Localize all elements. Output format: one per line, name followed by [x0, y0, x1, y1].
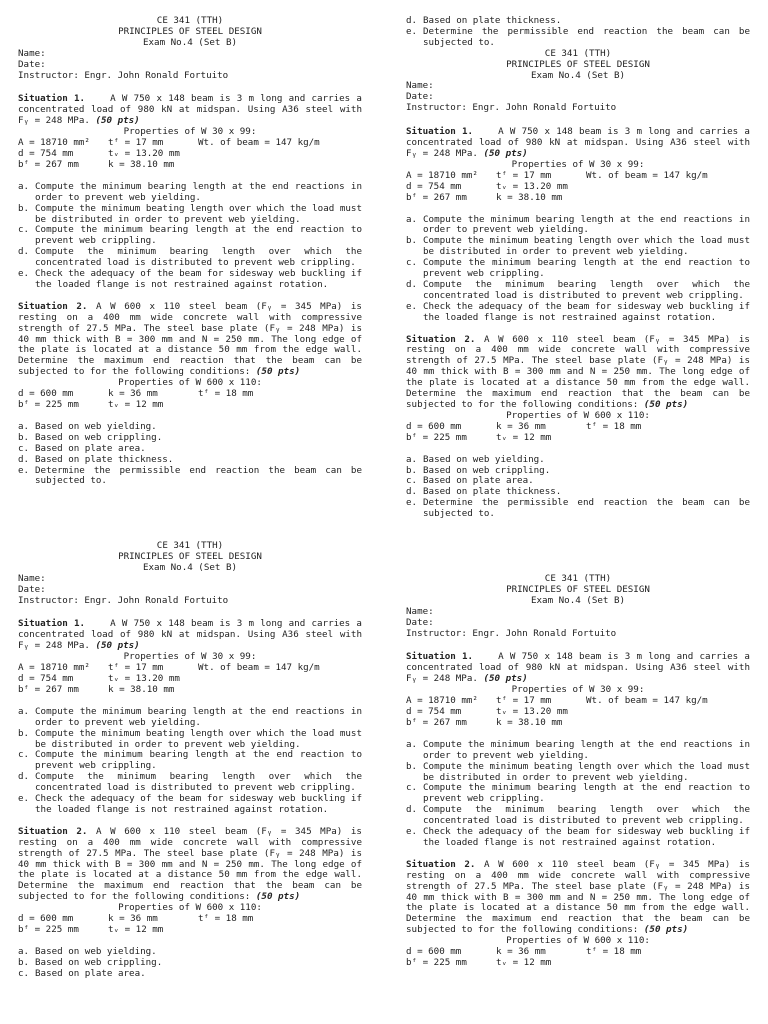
situation-1-statement [406, 127, 750, 160]
exam-header [406, 574, 750, 607]
course-code: CE 341 (TTH) [544, 47, 612, 59]
question-item: a. Compute the minimum bearing length at the end reactions in order to prevent web yielding. [18, 180, 362, 203]
situation-1-statement [406, 652, 750, 685]
situation-2-statement [406, 860, 750, 936]
question-item: b. Based on web crippling. [18, 956, 163, 968]
situation-1-text: A W 750 x 148 beam is 3 m long and carries a concentrated load of 980 kN at midspan. Using A36 steel with Fᵧ = 248 MPa. [406, 651, 750, 685]
question-item: c. Compute the minimum bearing length at the end reaction to prevent web crippling. [18, 749, 362, 772]
property-row: bᶠ = 225 mm tᵥ = 12 mm [18, 399, 164, 410]
situation-2-points: (50 pts) [643, 399, 689, 410]
instructor-field: Instructor: Engr. John Ronald Fortuito [406, 627, 617, 639]
situation-2-text: A W 600 x 110 steel beam (Fᵧ = 345 MPa) is resting on a 400 mm wide concrete wall with compressive strength of 27.5 MPa. The steel base plate (Fᵧ = 248 MPa) is 40 mm thick with B = 300 mm and N = 250 mm. The long edge of the plate is located at a distance 50 mm from the edge wall. Determine the maximum end reaction that the beam can be subjected to for the following conditions: [406, 858, 750, 936]
situation-2-label: Situation 2. [406, 333, 476, 345]
exam-header [18, 541, 362, 574]
situation-2-statement [18, 302, 362, 378]
property-row: bᶠ = 225 mm tᵥ = 12 mm [18, 924, 164, 935]
date-field: Date: [18, 58, 46, 70]
situation-1-questions [18, 182, 362, 291]
situation-2-points: (50 pts) [255, 891, 301, 903]
situation-1-questions [406, 740, 750, 849]
situation-2-text: A W 600 x 110 steel beam (Fᵧ = 345 MPa) is resting on a 400 mm wide concrete wall with compressive strength of 27.5 MPa. The steel base plate (Fᵧ = 248 MPa) is 40 mm thick with B = 300 mm and N = 250 mm. The long edge of the plate is located at a distance 50 mm from the edge wall. Determine the maximum end reaction that the beam can be subjected to for the following conditions: [18, 825, 362, 903]
situation-1-questions [18, 707, 362, 816]
property-row: d = 754 mm tᵥ = 13.20 mm [18, 147, 180, 159]
property-row: bᶠ = 267 mm k = 38.10 mm [18, 158, 175, 170]
situation-2-questions [18, 422, 362, 487]
situation-1-properties [406, 171, 750, 204]
course-title: PRINCIPLES OF STEEL DESIGN [506, 583, 650, 595]
situation-1-label: Situation 1. [406, 651, 474, 663]
exam-copy-bottom-left [18, 541, 362, 980]
situation-1-properties-title: Properties of W 30 x 99: [511, 684, 645, 696]
situation-2-statement [406, 335, 750, 411]
property-row: d = 754 mm tᵥ = 13.20 mm [406, 180, 568, 192]
question-item: d. Compute the minimum bearing length over which the concentrated load is distributed to prevent web crippling. [406, 804, 750, 827]
situation-1-points: (50 pts) [483, 147, 528, 159]
question-item: a. Based on web yielding. [18, 945, 157, 957]
question-item: b. Compute the minimum beating length over which the load must be distributed in order to prevent web yielding. [406, 235, 750, 258]
course-code: CE 341 (TTH) [544, 573, 612, 584]
question-item: c. Based on plate area. [406, 475, 534, 487]
property-row: A = 18710 mm² tᶠ = 17 mm Wt. of beam = 147 kg/m [406, 169, 708, 181]
situation-2-properties-title: Properties of W 600 x 110: [506, 409, 650, 421]
question-item: c. Compute the minimum bearing length at the end reaction to prevent web crippling. [406, 257, 750, 280]
situation-1-label: Situation 1. [18, 93, 86, 105]
question-item: d. Compute the minimum bearing length over which the concentrated load is distributed to prevent web crippling. [406, 278, 750, 301]
question-item: d. Compute the minimum bearing length over which the concentrated load is distributed to prevent web crippling. [18, 771, 362, 794]
situation-2-questions [18, 947, 362, 980]
situation-2-properties-title: Properties of W 600 x 110: [118, 902, 262, 914]
date-field: Date: [18, 583, 46, 595]
course-title: PRINCIPLES OF STEEL DESIGN [118, 25, 262, 37]
exam-number: Exam No.4 (Set B) [142, 561, 238, 573]
exam-number: Exam No.4 (Set B) [530, 69, 626, 81]
question-item: a. Based on web yielding. [18, 420, 157, 432]
situation-1-label: Situation 1. [406, 126, 474, 138]
question-item: d. Based on plate thickness. [406, 486, 562, 498]
name-field: Name: [18, 572, 46, 584]
situation-1-questions [406, 215, 750, 324]
property-row: d = 600 mm k = 36 mm tᶠ = 18 mm [18, 913, 254, 925]
instructor-field: Instructor: Engr. John Ronald Fortuito [18, 594, 229, 606]
property-row: d = 754 mm tᵥ = 13.20 mm [406, 705, 568, 717]
question-item: e. Determine the permissible end reaction the beam can be subjected to. [18, 464, 362, 487]
question-item: b. Compute the minimum beating length over which the load must be distributed in order to prevent web yielding. [18, 202, 362, 225]
property-row: d = 600 mm k = 36 mm tᶠ = 18 mm [406, 946, 642, 958]
situation-1-properties-title: Properties of W 30 x 99: [123, 651, 257, 663]
property-row: bᶠ = 267 mm k = 38.10 mm [406, 716, 563, 728]
name-field: Name: [18, 47, 46, 59]
situation-2-properties [18, 914, 362, 936]
exam-header [18, 16, 362, 49]
question-item: a. Based on web yielding. [406, 453, 545, 465]
date-field: Date: [406, 616, 434, 628]
situation-1-text: A W 750 x 148 beam is 3 m long and carries a concentrated load of 980 kN at midspan. Using A36 steel with Fᵧ = 248 MPa. [406, 126, 750, 159]
property-row: bᶠ = 225 mm tᵥ = 12 mm [406, 431, 552, 443]
property-row: d = 754 mm tᵥ = 13.20 mm [18, 672, 180, 684]
situation-2-properties [18, 389, 362, 411]
question-item: c. Compute the minimum bearing length at the end reaction to prevent web crippling. [406, 782, 750, 805]
situation-2-properties [406, 422, 750, 444]
question-item: e. Determine the permissible end reaction the beam can be subjected to. [406, 25, 750, 48]
question-item: a. Compute the minimum bearing length at the end reactions in order to prevent web yielding. [406, 213, 750, 236]
name-field: Name: [406, 80, 434, 92]
question-item: a. Compute the minimum bearing length at the end reactions in order to prevent web yielding. [18, 705, 362, 728]
property-row: A = 18710 mm² tᶠ = 17 mm Wt. of beam = 147 kg/m [406, 695, 708, 707]
question-item: e. Check the adequacy of the beam for sidesway web buckling if the loaded flange is not restrained against rotation. [18, 268, 362, 290]
situation-2-properties-title: Properties of W 600 x 110: [118, 377, 262, 389]
situation-1-statement [18, 94, 362, 127]
question-item: c. Based on plate area. [18, 967, 146, 979]
course-title: PRINCIPLES OF STEEL DESIGN [118, 550, 262, 562]
situation-1-text: A W 750 x 148 beam is 3 m long and carries a concentrated load of 980 kN at midspan. Using A36 steel with Fᵧ = 248 MPa. [18, 93, 362, 127]
situation-1-properties-title: Properties of W 30 x 99: [511, 158, 645, 170]
question-item: a. Compute the minimum bearing length at the end reactions in order to prevent web yielding. [406, 738, 750, 761]
exam-number: Exam No.4 (Set B) [530, 594, 626, 606]
property-row: A = 18710 mm² tᶠ = 17 mm Wt. of beam = 147 kg/m [18, 137, 320, 149]
situation-1-properties [18, 663, 362, 696]
situation-2-statement [18, 827, 362, 903]
situation-2-questions [406, 455, 750, 520]
situation-2-points: (50 pts) [255, 366, 301, 378]
situation-1-text: A W 750 x 148 beam is 3 m long and carries a concentrated load of 980 kN at midspan. Using A36 steel with Fᵧ = 248 MPa. [18, 618, 362, 652]
question-item: d. Based on plate thickness. [406, 15, 562, 26]
situation-2-properties [406, 947, 750, 969]
situation-2-text: A W 600 x 110 steel beam (Fᵧ = 345 MPa) is resting on a 400 mm wide concrete wall with compressive strength of 27.5 MPa. The steel base plate (Fᵧ = 248 MPa) is 40 mm thick with B = 300 mm and N = 250 mm. The long edge of the plate is located at a distance 50 mm from the edge wall. Determine the maximum end reaction that the beam can be subjected to for the following conditions: [406, 333, 750, 410]
situation-1-properties-title: Properties of W 30 x 99: [123, 126, 257, 138]
course-title: PRINCIPLES OF STEEL DESIGN [506, 58, 650, 70]
exam-copy-top-right [406, 16, 750, 520]
question-item: b. Based on web crippling. [406, 464, 551, 476]
question-item: b. Compute the minimum beating length over which the load must be distributed in order to prevent web yielding. [406, 760, 750, 783]
exam-number: Exam No.4 (Set B) [142, 36, 238, 48]
property-row: bᶠ = 267 mm k = 38.10 mm [18, 683, 175, 695]
situation-2-label: Situation 2. [18, 825, 88, 837]
situation-1-statement [18, 619, 362, 652]
course-code: CE 341 (TTH) [156, 15, 224, 26]
situation-1-points: (50 pts) [483, 673, 528, 685]
situation-1-points: (50 pts) [95, 115, 140, 127]
question-item: e. Check the adequacy of the beam for sidesway web buckling if the loaded flange is not restrained against rotation. [18, 793, 362, 815]
property-row: bᶠ = 267 mm k = 38.10 mm [406, 191, 563, 203]
name-field: Name: [406, 605, 434, 617]
situation-1-properties [18, 138, 362, 171]
situation-1-points: (50 pts) [95, 640, 140, 652]
property-row: bᶠ = 225 mm tᵥ = 12 mm [406, 957, 552, 968]
exam-copy-bottom-right [406, 574, 750, 969]
property-row: d = 600 mm k = 36 mm tᶠ = 18 mm [18, 388, 254, 400]
instructor-field: Instructor: Engr. John Ronald Fortuito [406, 102, 617, 114]
exam-header [406, 49, 750, 82]
exam-copy-top-left [18, 16, 362, 487]
question-item: e. Determine the permissible end reaction the beam can be subjected to. [406, 497, 750, 520]
property-row: d = 600 mm k = 36 mm tᶠ = 18 mm [406, 420, 642, 432]
situation-2-text: A W 600 x 110 steel beam (Fᵧ = 345 MPa) is resting on a 400 mm wide concrete wall with compressive strength of 27.5 MPa. The steel base plate (Fᵧ = 248 MPa) is 40 mm thick with B = 300 mm and N = 250 mm. The long edge of the plate is located at a distance 50 mm from the edge wall. Determine the maximum end reaction that the beam can be subjected to for the following conditions: [18, 300, 362, 378]
question-item: b. Compute the minimum beating length over which the load must be distributed in order to prevent web yielding. [18, 727, 362, 750]
question-item: e. Check the adequacy of the beam for sidesway web buckling if the loaded flange is not restrained against rotation. [406, 826, 750, 848]
situation-2-properties-title: Properties of W 600 x 110: [506, 935, 650, 947]
situation-2-label: Situation 2. [18, 300, 88, 312]
instructor-field: Instructor: Engr. John Ronald Fortuito [18, 69, 229, 81]
carryover-questions [406, 16, 750, 49]
situation-1-properties [406, 696, 750, 729]
question-item: c. Based on plate area. [18, 442, 146, 454]
course-code: CE 341 (TTH) [156, 540, 224, 551]
question-item: b. Based on web crippling. [18, 431, 163, 443]
question-item: d. Compute the minimum bearing length over which the concentrated load is distributed to prevent web crippling. [18, 246, 362, 269]
question-item: e. Check the adequacy of the beam for sidesway web buckling if the loaded flange is not restrained against rotation. [406, 300, 750, 323]
property-row: A = 18710 mm² tᶠ = 17 mm Wt. of beam = 147 kg/m [18, 662, 320, 674]
question-item: d. Based on plate thickness. [18, 453, 174, 465]
date-field: Date: [406, 91, 434, 103]
situation-1-label: Situation 1. [18, 618, 86, 630]
situation-2-label: Situation 2. [406, 858, 476, 870]
question-item: c. Compute the minimum bearing length at the end reaction to prevent web crippling. [18, 224, 362, 247]
situation-2-points: (50 pts) [643, 924, 689, 936]
